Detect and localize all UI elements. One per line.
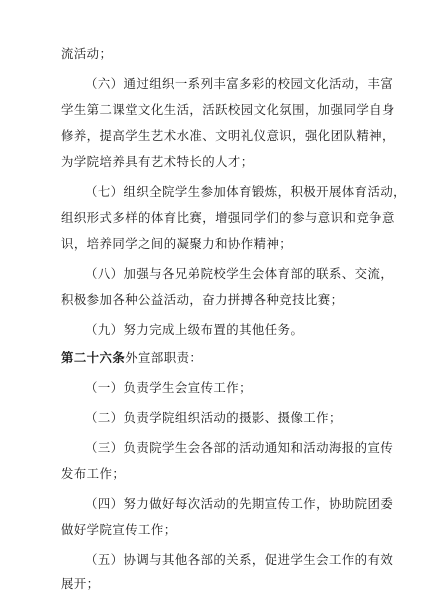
text-line: （四）努力做好每次活动的先期宣传工作，协助院团委 bbox=[85, 496, 394, 511]
text-line: 学生第二课堂文化生活，活跃校园文化氛围，加强同学自身 bbox=[61, 102, 395, 117]
text-line: 发布工作； bbox=[61, 466, 126, 481]
text-line: 流活动； bbox=[61, 46, 113, 61]
text-line: 积极参加各种公益活动，奋力拼搏各种竞技比赛； bbox=[61, 292, 344, 307]
text-line: （二）负责学院组织活动的摄影、摄像工作； bbox=[85, 410, 342, 425]
article-label: 第二十六条 bbox=[61, 350, 126, 365]
text-line: 展开； bbox=[61, 576, 100, 591]
text-line: （九）努力完成上级布置的其他任务。 bbox=[85, 322, 304, 337]
text-line: 组织形式多样的体育比赛，增强同学们的参与意识和竞争意 bbox=[61, 210, 395, 225]
text-line: 识，培养同学之间的凝聚力和协作精神； bbox=[61, 236, 293, 251]
text-line: （八）加强与各兄弟院校学生会体育部的联系、交流， bbox=[85, 266, 394, 281]
text-line: （三）负责院学生会各部的活动通知和活动海报的宣传 bbox=[85, 440, 394, 455]
text-line: 做好学院宣传工作； bbox=[61, 522, 177, 537]
text-line: （六）通过组织一系列丰富多彩的校园文化活动，丰富 bbox=[85, 76, 394, 91]
text-line: （七）组织全院学生参加体育锻炼，积极开展体育活动， bbox=[85, 184, 407, 199]
text-line: 修养，提高学生艺术水准、文明礼仪意识，强化团队精神， bbox=[61, 128, 395, 143]
article-title: 外宣部职责： bbox=[125, 350, 203, 365]
text-line: 为学院培养具有艺术特长的人才； bbox=[61, 154, 254, 169]
text-line: （一）负责学生会宣传工作； bbox=[85, 380, 252, 395]
text-line: （五）协调与其他各部的关系，促进学生会工作的有效 bbox=[85, 552, 394, 567]
article-heading bbox=[61, 350, 424, 366]
